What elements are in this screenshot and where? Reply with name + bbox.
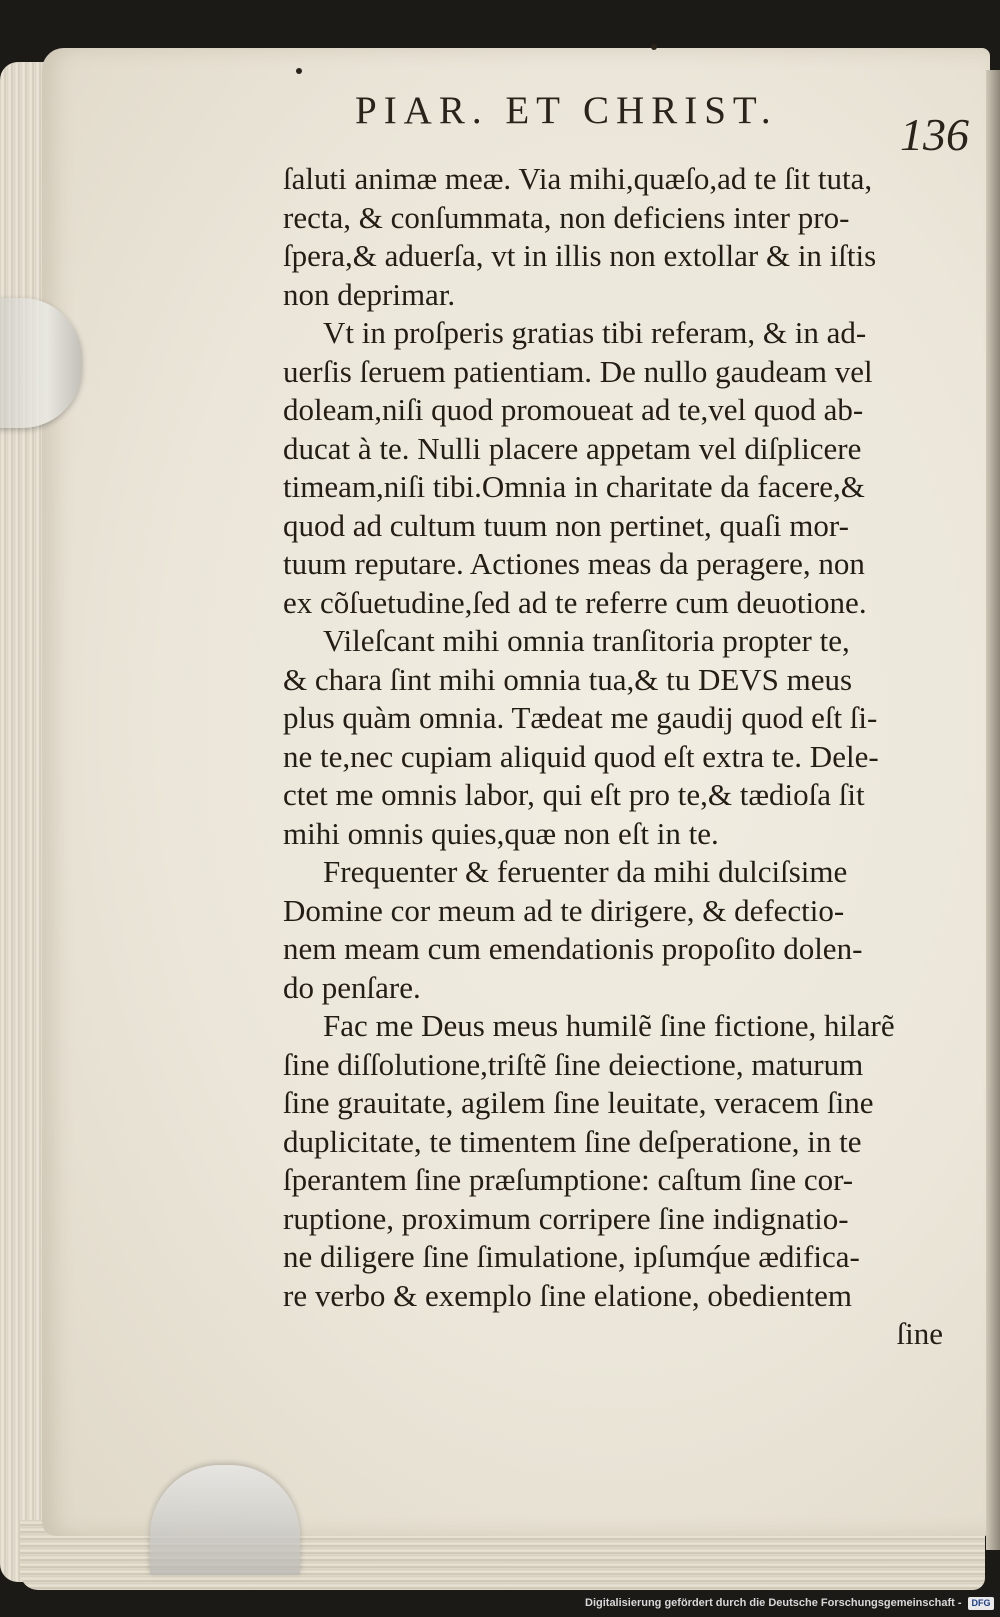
ink-dot (296, 68, 302, 74)
text-line: ſine grauitate, agilem ſine leuitate, veracem ſine (283, 1085, 874, 1120)
text-line: timeam,niſi tibi.Omnia in charitate da facere,& (283, 469, 865, 504)
ink-dot (651, 44, 657, 50)
page-number: 136 (900, 109, 969, 160)
text-line: ex cõſuetudine,ſed ad te referre cum deuotione. (283, 584, 867, 620)
running-head: PIAR. ET CHRIST. (355, 89, 778, 132)
text-line: ſine diſſolutione,triſtẽ ſine deiectione, maturum (283, 1046, 864, 1082)
text-line: Vileſcant mihi omnia tranſitoria propter te, (323, 623, 850, 658)
text-line: & chara ſint mihi omnia tua,& tu DEVS meus (283, 661, 853, 697)
text-line: recta, & conſummata, non deficiens inter pro- (283, 199, 850, 235)
text-line: ſpera,& aduerſa, vt in illis non extollar & in iſtis (283, 238, 877, 273)
text-line: Domine cor meum ad te dirigere, & defectio- (283, 892, 845, 928)
text-line: ruptione, proximum corripere ſine indignatio- (283, 1200, 849, 1236)
text-line: mihi omnis quies,quæ non eſt in te. (283, 815, 719, 851)
text-line: non deprimar. (283, 276, 456, 312)
catchword: ſine (896, 1316, 943, 1351)
page-edge-right (986, 70, 1000, 1550)
text-line: duplicitate, te timentem ſine deſperatione, in te (283, 1123, 862, 1159)
text-line: Fac me Deus meus humilẽ ſine fictione, hilarẽ (323, 1008, 895, 1043)
text-line: doleam,niſi quod promoueat ad te,vel quod ab- (283, 392, 864, 427)
text-line: Vt in proſperis gratias tibi referam, & in ad- (323, 315, 867, 350)
dfg-logo: DFG (968, 1597, 994, 1610)
text-line: quod ad cultum tuum non pertinet, quaſi mor- (283, 507, 849, 543)
digitization-credit: Digitalisierung gefördert durch die Deutsche Forschungsgemeinschaft - (585, 1597, 962, 1609)
text-line: re verbo & exemplo ſine elatione, obedientem (283, 1277, 852, 1313)
body-text (283, 160, 963, 1354)
text-line: tuum reputare. Actiones meas da peragere, non (283, 546, 865, 581)
text-line: plus quàm omnia. Tædeat me gaudij quod eſt ſi- (283, 700, 878, 735)
text-line: ſaluti animæ meæ. Via mihi,quæſo,ad te ſit tuta, (283, 161, 873, 196)
text-line: ducat à te. Nulli placere appetam vel diſplicere (283, 430, 862, 466)
text-line: ne te,nec cupiam aliquid quod eſt extra te. Dele- (283, 738, 879, 774)
text-line: Frequenter & feruenter da mihi dulciſsime (323, 854, 848, 889)
text-line: ſperantem ſine præſumptione: caſtum ſine cor- (283, 1162, 854, 1197)
text-line: uerſis ſeruem patientiam. De nullo gaudeam vel (283, 353, 873, 389)
text-line: do penſare. (283, 969, 421, 1005)
text-line: nem meam cum emendationis propoſito dolen- (283, 931, 863, 966)
text-line: ctet me omnis labor, qui eſt pro te,& tædioſa ſit (283, 777, 865, 812)
text-line: ne diligere ſine ſimulatione, ipſumq́ue ædifica- (283, 1239, 860, 1274)
